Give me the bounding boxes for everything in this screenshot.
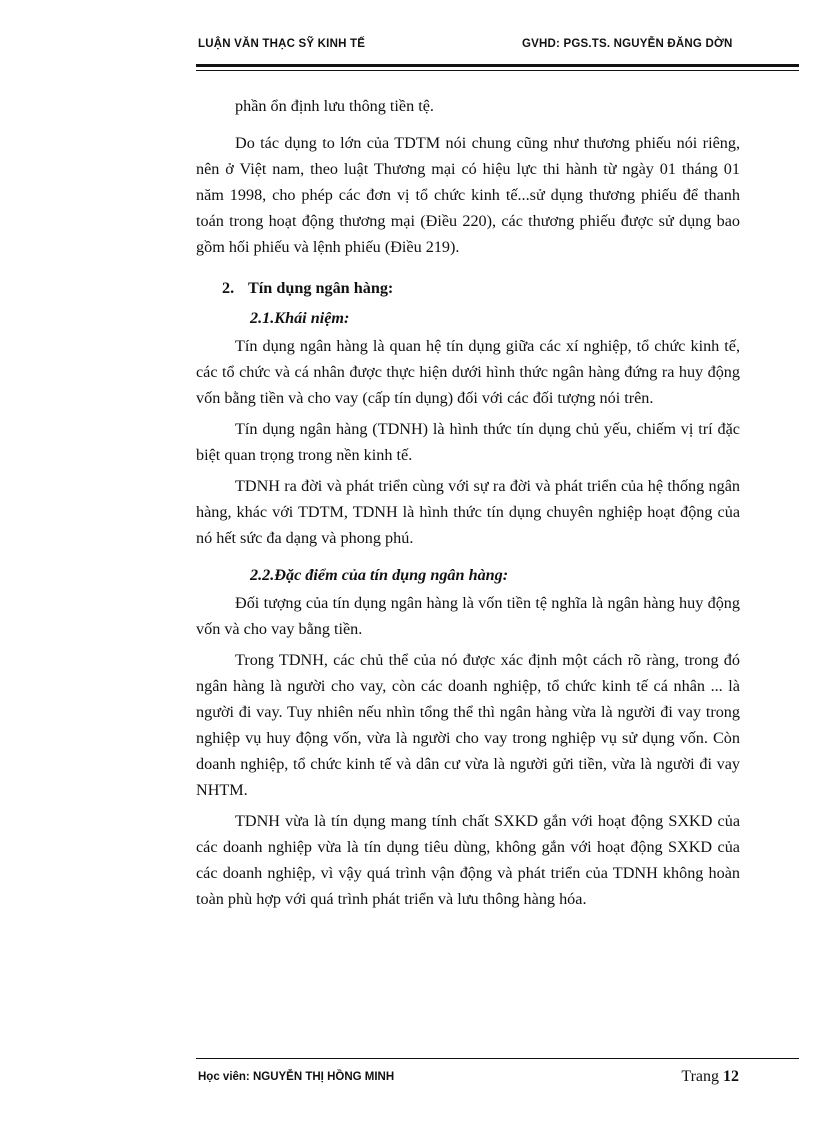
supervisor-name: GVHD: PGS.TS. NGUYỄN ĐĂNG DỜN [522,38,733,50]
paragraph: Do tác dụng to lớn của TDTM nói chung cũng như thương phiếu nói riêng, nên ở Việt nam, theo luật Thương mại có hiệu lực thi hành từ ngày 01 tháng 01 năm 1998, cho phép các đơn vị tổ chức kinh tế...sử dụng thương phiếu để thanh toán trong hoạt động thương mại (Điều 220), các thương phiếu được sử dụng bao gồm hối phiếu và lệnh phiếu (Điều 219). [196,134,740,256]
footer-rule [196,1058,799,1059]
section-number: 2. [222,279,235,297]
paragraph: Tín dụng ngân hàng là quan hệ tín dụng giữa các xí nghiệp, tổ chức kinh tế, các tổ chức và cá nhân được thực hiện dưới hình thức ngân hàng đứng ra huy động vốn bằng tiền và cho vay (cấp tín dụng) đối với các đối tượng nói trên. [196,337,740,407]
page-header [196,38,796,58]
thesis-title: LUẬN VĂN THẠC SỸ KINH TẾ [198,38,366,50]
page-footer [196,1068,741,1090]
section-heading [222,275,740,301]
header-rule-thin [196,70,799,71]
paragraph: Tín dụng ngân hàng (TDNH) là hình thức tín dụng chủ yếu, chiếm vị trí đặc biệt quan trọng trong nền kinh tế. [196,420,740,464]
section-title: Tín dụng ngân hàng: [248,279,394,297]
header-rule-thick [196,64,799,67]
page-label: Trang [681,1068,719,1085]
page-number-value: 12 [723,1068,739,1085]
paragraph: TDNH ra đời và phát triển cùng với sự ra đời và phát triển của hệ thống ngân hàng, khác với TDTM, TDNH là hình thức tín dụng chuyên nghiệp hoạt động của nó hết sức đa dạng và phong phú. [196,477,740,547]
subsection-heading: 2.2.Đặc điểm của tín dụng ngân hàng: [250,566,509,584]
page-body [196,93,740,912]
paragraph: Đối tượng của tín dụng ngân hàng là vốn tiền tệ nghĩa là ngân hàng huy động vốn và cho vay bằng tiền. [196,594,740,638]
subsection-heading: 2.1.Khái niệm: [250,309,350,327]
page-number [681,1068,739,1086]
student-name: Học viên: NGUYỄN THỊ HỒNG MINH [198,1071,395,1083]
paragraph-continuation: phần ổn định lưu thông tiền tệ. [235,97,434,115]
paragraph: Trong TDNH, các chủ thể của nó được xác định một cách rõ ràng, trong đó ngân hàng là người cho vay, còn các doanh nghiệp, tổ chức kinh tế cá nhân ... là người đi vay. Tuy nhiên nếu nhìn tổng thể thì ngân hàng vừa là người đi vay trong nghiệp vụ huy động vốn, vừa là người cho vay trong nghiệp vụ sử dụng vốn. Còn doanh nghiệp, tổ chức kinh tế và dân cư vừa là người gửi tiền, vừa là người đi vay NHTM. [196,651,740,799]
paragraph: TDNH vừa là tín dụng mang tính chất SXKD gắn với hoạt động SXKD của các doanh nghiệp vừa là tín dụng tiêu dùng, không gắn với hoạt động SXKD của các doanh nghiệp, vì vậy quá trình vận động và phát triển của TDNH không hoàn toàn phù hợp với quá trình phát triển và lưu thông hàng hóa. [196,812,740,908]
